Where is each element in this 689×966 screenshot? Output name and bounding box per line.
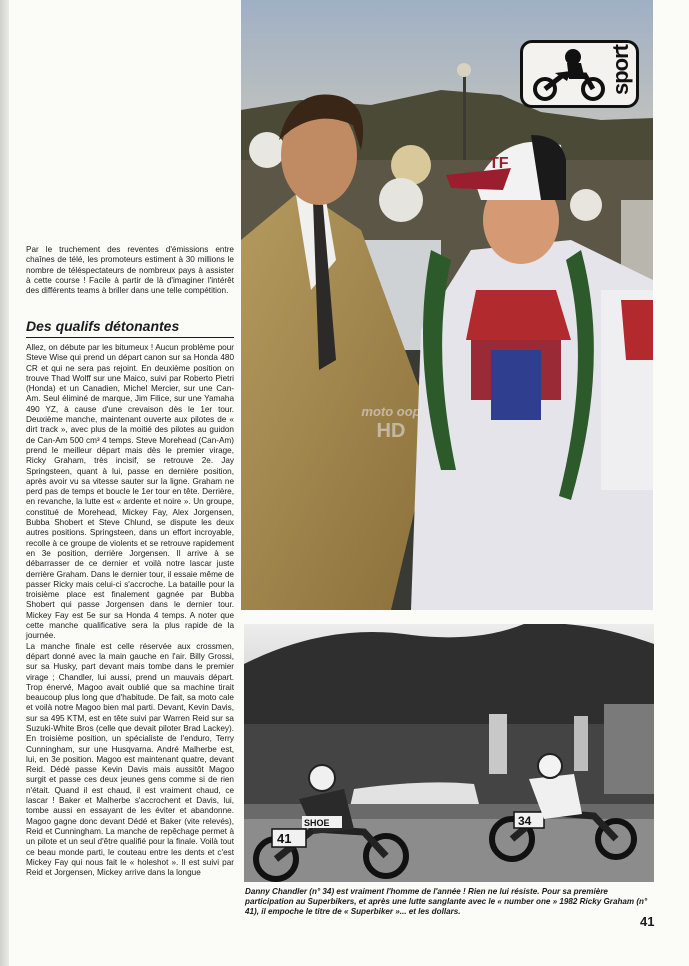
- body-paragraph-1: Allez, on débute par les bitumeux ! Aucun problème pour Steve Wise qui prend un départ canon sur sa Honda 480 CR et qui ne sera pas rejoint. En deuxième position on trouve Thad Wolff sur une Maico, suivi par Roberto Pietri (Honda) et un Canadien, Michel Mercier, sur une Can-Am. Seul éliminé de marque, Jim Filice, sur une Yamaha 490 YZ, à cause d'une crevaison dès le 1er tour. Deuxième manche, maintenant ouverte aux pilotes de « dirt track », avec plus de la moitié des pilotes au guidon de Can-Am 500 cm³ 4 temps. Steve Morehead (Can-Am) prend le meilleur départ mais dès le premier virage, Ricky Graham, très incisif, se retrouve 2e. Jay Springsteen, quant à lui, passe en dernière position, après avoir vu sa vitesse sauter sur la ligne. Graham ne perd pas de temps et boucle le 1er tour en tête. Derrière, en revanche, la lutte est « ardente et noire ». Un groupe, constitué de Morehead, Mickey Fay, Alex Jorgensen, Bubba Shobert et Steve Chlund, se dispute les deux autres positions. Springsteen, dans un effort incroyable, recolle à ce groupe de violents et se retrouve rapidement en 3e position, derrière Jorgensen. Il arrive à se débarrasser de ce dernier et voilà notre lascar juste derrière Graham. Dans le dernier tour, il essaie même de passer Ricky mais celui-ci s'accroche. La bataille pour la troisième place est finalement gagnée par Bubba Shobert qui passe Jorgensen dans le dernier tour. Mickey Fay est 5e sur sa Honda 4 temps. A noter que cette manche qualificative sera la plus rapide de la journée.: [26, 343, 234, 641]
- body-paragraph-2: La manche finale est celle réservée aux crossmen, départ donné avec la main gauche en l'air. Billy Grossi, sur sa Husky, part devant mais tombe dans le premier virage ; Chandler, lui aussi, prend un mauvais départ. Trop énervé, Magoo avait oublié que sa machine tirait beaucoup plus long que d'habitude. De fait, sa moto cale et voilà notre Magoo bien mal parti. Devant, Kevin Davis, sur sa 495 KTM, est en tête suivi par Warren Reid sur sa Suzuki-White Bros (celle que devait piloter Brad Lackey). En troisième position, un spécialiste de l'enduro, Terry Cunningham, sur une Husqvarna. André Malherbe est, lui, en 3e position. Magoo est maintenant quatre, devant Reid. Dédé passe Kevin Davis mais aussitôt Magoo surgit et passe ces deux jeunes gens comme si de rien n'était. Quand il est chaud, il est vraiment chaud, ce lascar ! Baker et Malherbe s'accrochent et Davis, lui, tombe aussi en essayant de les éviter et abandonne. Magoo gagne donc devant Dédé et Baker (vite relevés), Reid et Cunningham. La manche de repêchage permet à un pilote et un seul d'être qualifié pour la finale. Voilà tout ce beau monde parti, le couteau entre les dents et c'est Mickey Fay qui nous fait le « holeshot ». Il est suivi par Reid et Jorgensen, Mickey arrive dans la longue: [26, 641, 234, 878]
- page-edge-strip: [0, 0, 9, 966]
- photo-caption: Danny Chandler (n° 34) est vraiment l'homme de l'année ! Rien ne lui résiste. Pour sa première participation au Superbikers, et après une lutte sanglante avec le « number one » 1982 Ricky Graham (n° 41), il empoche le titre de « Superbiker »... et les dollars.: [245, 887, 648, 917]
- race-photo: [244, 624, 654, 882]
- plate-number-41: 41: [277, 831, 292, 846]
- watermark-line-1: moto oop: [361, 404, 421, 419]
- sport-section-badge: [520, 40, 639, 108]
- article-body: [26, 343, 234, 878]
- plate-number-34: 34: [518, 814, 532, 828]
- motorbike-rider-icon: [527, 45, 617, 107]
- watermark: [355, 405, 427, 471]
- jersey-lettering: SHOE: [304, 818, 330, 828]
- intro-paragraph: [26, 245, 234, 296]
- page-number: 41: [640, 914, 655, 929]
- section-heading: Des qualifs détonantes: [26, 318, 234, 338]
- intro-text: Par le truchement des reventes d'émissions entre chaînes de télé, les promoteurs estiment à 30 millions le nombre de téléspectateurs de nombreux pays à assister à cette course ! Facile à partir de là d'imaginer l'intérêt des différents teams à briller dans une telle compétition.: [26, 245, 234, 296]
- cap-logo: TF: [489, 155, 509, 172]
- watermark-line-2: HD: [376, 420, 406, 442]
- sport-badge-label: sport: [608, 45, 633, 95]
